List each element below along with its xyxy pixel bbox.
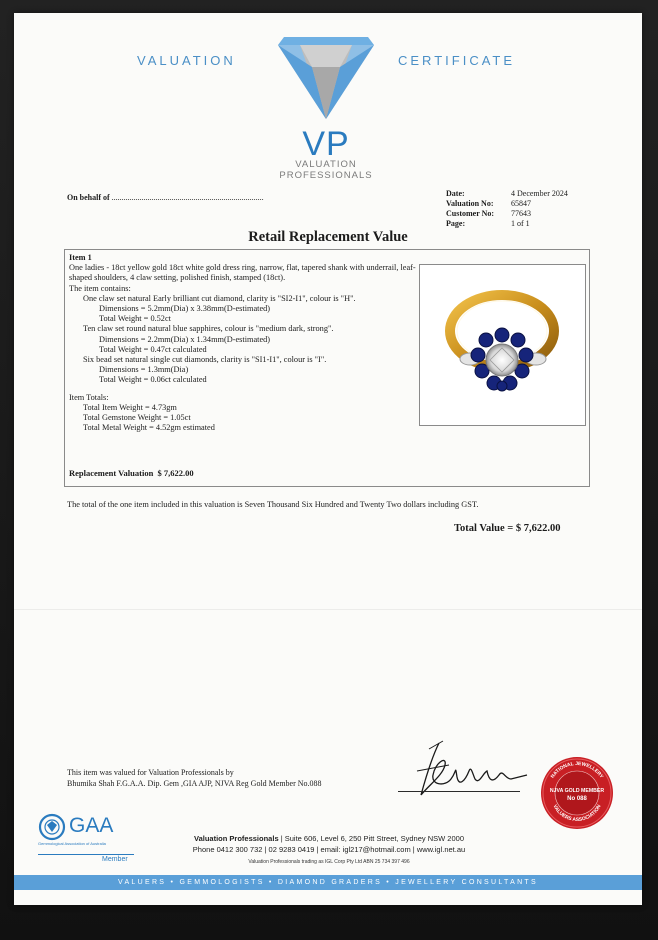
paper-fold bbox=[14, 609, 642, 610]
meta-row bbox=[446, 199, 568, 209]
totals-heading: Item Totals: bbox=[69, 392, 109, 402]
meta-value: 77643 bbox=[511, 209, 531, 218]
footer-contact bbox=[139, 833, 519, 855]
gaa-subtitle: Gemmological Association of Australia bbox=[38, 841, 106, 846]
total-statement: The total of the one item included in this valuation is Seven Thousand Six Hundred and Twenty Two dollars including GST. bbox=[67, 500, 479, 509]
meta-value: 65847 bbox=[511, 199, 531, 208]
item-contains: The item contains: bbox=[69, 283, 131, 293]
replacement-valuation bbox=[69, 468, 194, 478]
stone-line: Six bead set natural single cut diamonds, clarity is "SI1-I1", colour is "I". bbox=[83, 355, 327, 365]
item-box bbox=[64, 249, 590, 487]
on-behalf-label: On behalf of bbox=[67, 193, 110, 202]
meta-label: Valuation No: bbox=[446, 199, 494, 208]
vp-logo bbox=[272, 37, 380, 181]
certificate-meta bbox=[446, 189, 568, 229]
signature-line bbox=[398, 791, 520, 792]
stone-weight: Total Weight = 0.52ct bbox=[99, 314, 171, 324]
meta-row bbox=[446, 189, 568, 199]
footer-phones: Phone 0412 300 732 | 02 9283 0419 | email: igl217@hotmail.com | www.igl.net.au bbox=[192, 845, 466, 854]
signature-image bbox=[399, 735, 529, 807]
total-line: Total Gemstone Weight = 1.05ct bbox=[83, 413, 191, 423]
stone-weight: Total Weight = 0.06ct calculated bbox=[99, 375, 207, 385]
stone-weight: Total Weight = 0.47ct calculated bbox=[99, 344, 207, 354]
footer-company: Valuation Professionals bbox=[194, 834, 279, 843]
meta-label: Page: bbox=[446, 219, 466, 228]
gaa-mark: GAA bbox=[69, 814, 114, 837]
diamond-icon bbox=[272, 37, 380, 127]
seal-top-text: NATIONAL JEWELLERY bbox=[549, 760, 605, 780]
stone-dimensions: Dimensions = 5.2mm(Dia) x 3.38mm(D-estimated) bbox=[99, 304, 271, 314]
item-summary: One ladies - 18ct yellow gold 18ct white gold dress ring, narrow, flat, tapered shank with underrail, leaf-shaped shoulders, 4 claw setting, polished finish, stamped (18ct). bbox=[69, 263, 416, 283]
ring-photo bbox=[419, 264, 586, 426]
gaa-emblem-icon bbox=[38, 813, 66, 841]
meta-value: 4 December 2024 bbox=[511, 189, 568, 198]
stone-line: One claw set natural Early brilliant cut diamond, clarity is "SI2-I1", colour is "H". bbox=[83, 293, 356, 303]
njva-seal bbox=[539, 755, 615, 831]
header-right-title: CERTIFICATE bbox=[398, 53, 516, 68]
gaa-member-label: Member bbox=[102, 856, 128, 863]
meta-value: 1 of 1 bbox=[511, 219, 530, 228]
on-behalf-of bbox=[67, 193, 264, 202]
total-value: Total Value = $ 7,622.00 bbox=[454, 523, 561, 534]
valued-by-line-2: Bhumika Shah F.G.A.A. Dip. Gem ,GIA AJP, NJVA Reg Gold Member No.088 bbox=[67, 779, 322, 788]
stone-dimensions: Dimensions = 1.3mm(Dia) bbox=[99, 365, 189, 375]
valued-by bbox=[67, 767, 322, 789]
footer-bar: VALUERS • GEMMOLOGISTS • DIAMOND GRADERS • JEWELLERY CONSULTANTS bbox=[14, 875, 642, 890]
meta-row bbox=[446, 209, 568, 219]
seal-middle-2: No 088 bbox=[567, 796, 587, 802]
footer-trading: Valuation Professionals trading as IGL Corp Pty Ltd ABN 25 734 397 496 bbox=[248, 859, 410, 865]
total-line: Total Item Weight = 4.73gm bbox=[83, 402, 177, 412]
meta-row bbox=[446, 219, 568, 229]
replacement-value: $ 7,622.00 bbox=[157, 468, 194, 478]
item-description bbox=[69, 253, 419, 433]
stone-dimensions: Dimensions = 2.2mm(Dia) x 1.34mm(D-estimated) bbox=[99, 334, 271, 344]
document-title: Retail Replacement Value bbox=[248, 229, 408, 245]
gaa-member-line bbox=[38, 854, 134, 855]
total-line: Total Metal Weight = 4.52gm estimated bbox=[83, 423, 215, 433]
on-behalf-dots: ............................................................................ bbox=[111, 193, 264, 202]
gaa-logo bbox=[38, 813, 148, 863]
logo-vp-mark: VP bbox=[302, 125, 350, 163]
valued-by-line-1: This item was valued for Valuation Professionals by bbox=[67, 768, 234, 777]
meta-label: Customer No: bbox=[446, 209, 495, 218]
replacement-label: Replacement Valuation bbox=[69, 468, 154, 478]
footer-address: | Suite 606, Level 6, 250 Pitt Street, Sydney NSW 2000 bbox=[278, 834, 464, 843]
certificate-page bbox=[14, 13, 642, 905]
meta-label: Date: bbox=[446, 189, 465, 198]
stone-line: Ten claw set round natural blue sapphires, colour is "medium dark, strong". bbox=[83, 324, 334, 334]
logo-line-2: PROFESSIONALS bbox=[279, 170, 373, 181]
seal-middle-1: NJVA GOLD MEMBER bbox=[549, 788, 605, 794]
ring-icon bbox=[420, 265, 585, 425]
header-left-title: VALUATION bbox=[137, 53, 236, 68]
seal-bottom-text: VALUERS ASSOCIATION bbox=[551, 803, 603, 824]
logo-line-1: VALUATION bbox=[295, 159, 357, 170]
item-heading: Item 1 bbox=[69, 253, 92, 262]
